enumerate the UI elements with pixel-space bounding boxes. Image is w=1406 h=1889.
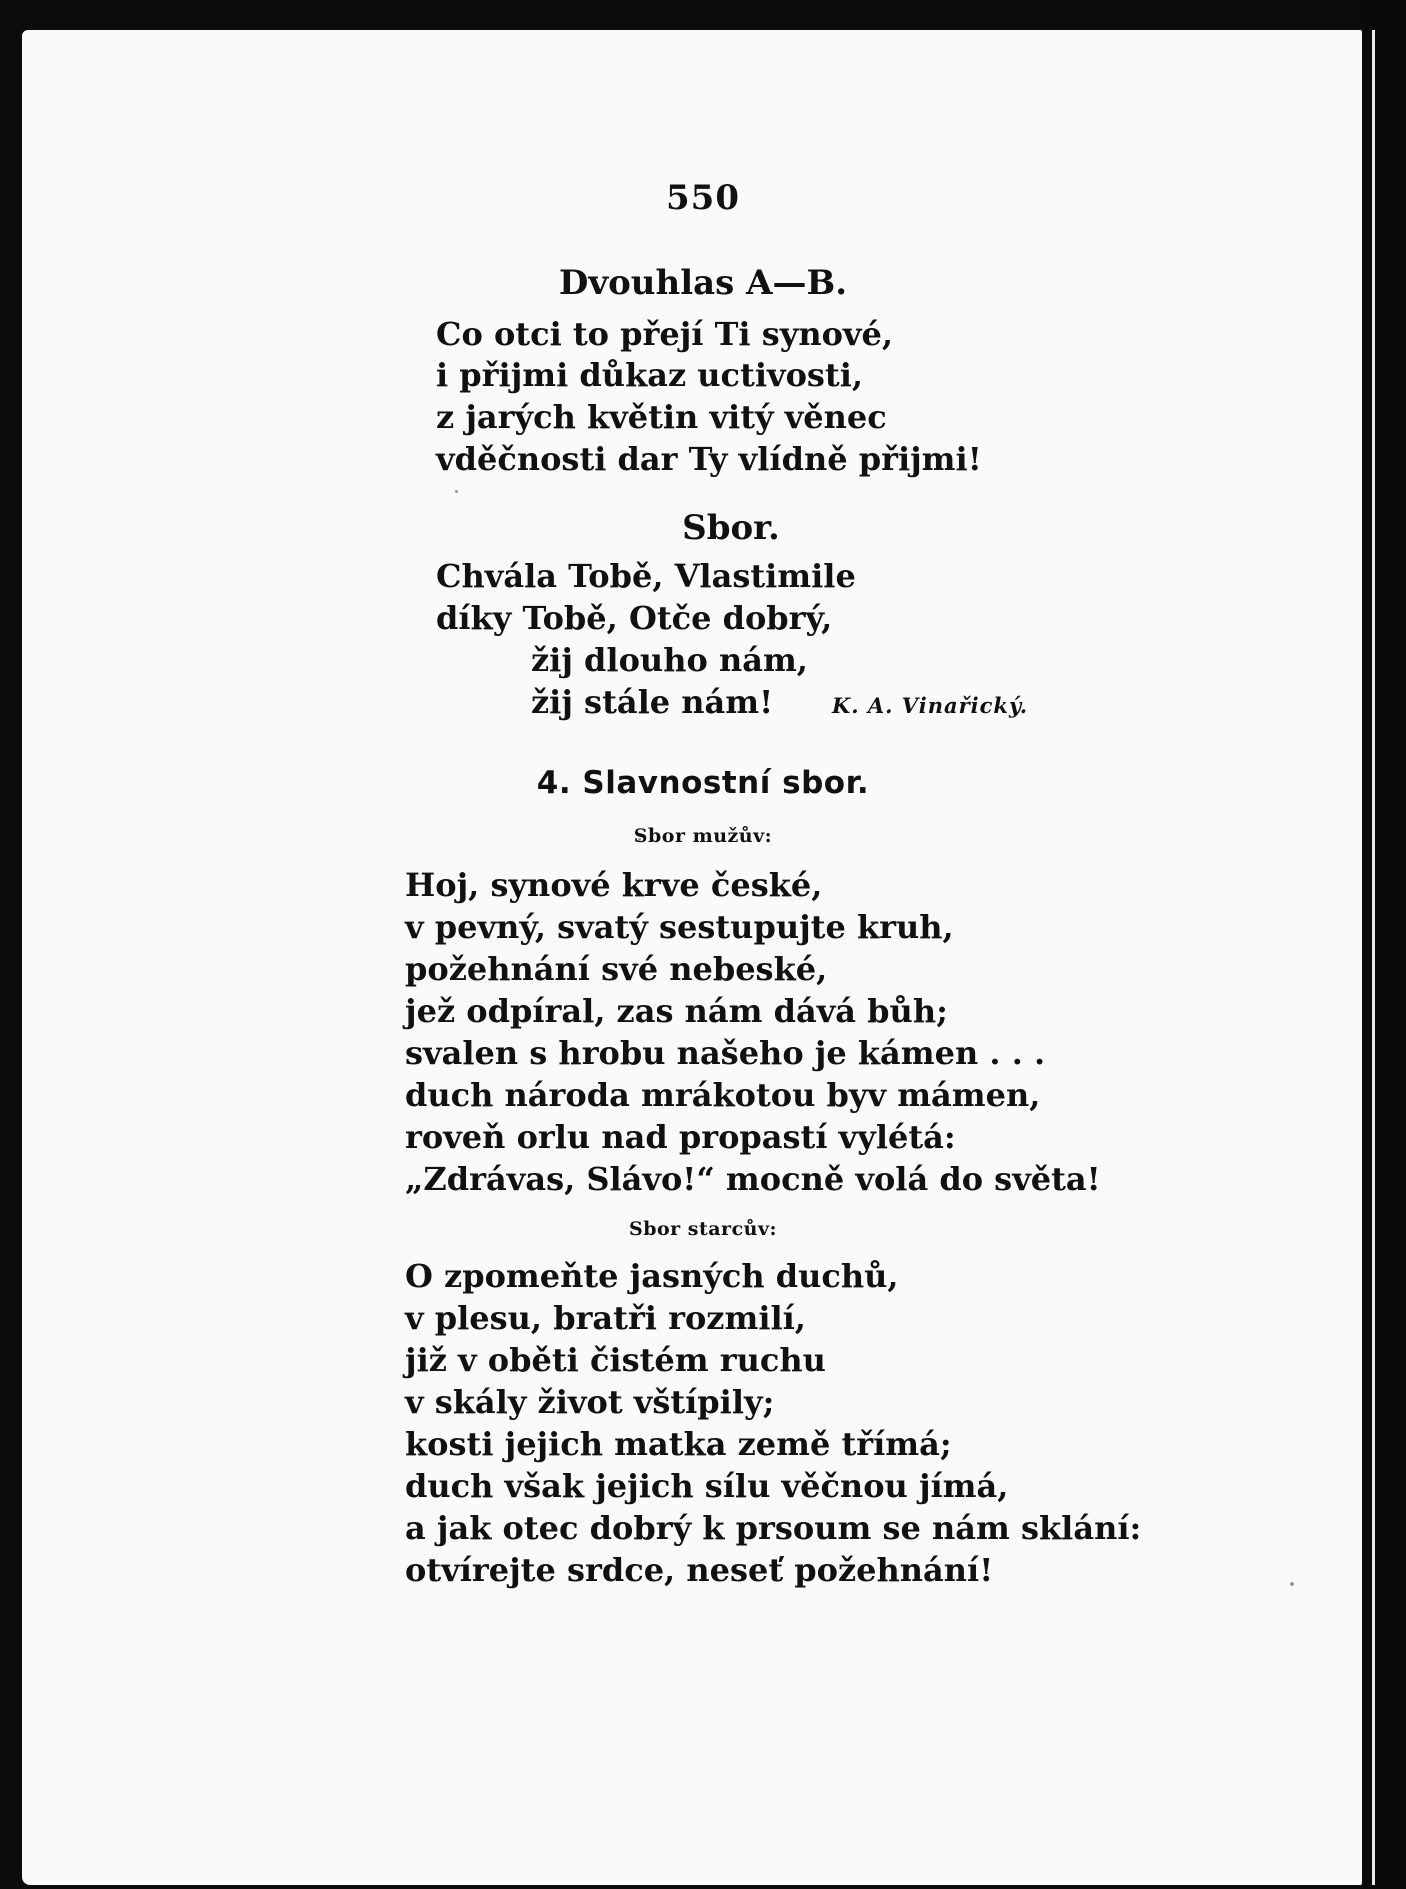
author-signature: K. A. Vinařický. — [832, 693, 1029, 718]
section-heading-sbor: Sbor. — [682, 508, 780, 548]
page-number: 550 — [666, 178, 740, 218]
section-heading-dvouhlas: Dvouhlas A—B. — [558, 263, 848, 303]
verse-line: žij dlouho nám, — [531, 641, 808, 679]
verse-line: svalen s hrobu našeho je kámen . . . — [405, 1034, 1046, 1072]
verse-line: Chvála Tobě, Vlastimile — [436, 557, 856, 595]
verse-line: vděčnosti dar Ty vlídně přijmi! — [436, 440, 982, 478]
verse-line: díky Tobě, Otče dobrý, — [436, 599, 833, 637]
scan-speck — [455, 490, 458, 493]
page-edge — [1372, 30, 1375, 1885]
scan-speck — [1290, 1582, 1294, 1586]
verse-line: žij stále nám! — [531, 683, 774, 721]
verse-line: „Zdrávas, Slávo!“ mocně volá do světa! — [405, 1160, 1101, 1198]
verse-line: v plesu, bratři rozmilí, — [405, 1299, 806, 1337]
verse-line: roveň orlu nad propastí vylétá: — [405, 1118, 956, 1156]
section-heading-slavnostni-sbor: 4. Slavnostní sbor. — [536, 765, 870, 801]
verse-line: duch národa mrákotou byv mámen, — [405, 1076, 1041, 1114]
verse-line: v skály život vštípily; — [405, 1383, 775, 1421]
verse-line: otvírejte srdce, neseť požehnání! — [405, 1551, 994, 1589]
part-label-muzu: Sbor mužův: — [633, 825, 773, 847]
verse-line: jež odpíral, zas nám dává bůh; — [405, 992, 948, 1030]
verse-line: již v oběti čistém ruchu — [405, 1341, 826, 1379]
verse-line: duch však jejich sílu věčnou jímá, — [405, 1467, 1009, 1505]
verse-line: Co otci to přejí Ti synové, — [436, 315, 894, 353]
verse-line: O zpomeňte jasných duchů, — [405, 1257, 899, 1295]
verse-line: požehnání své nebeské, — [405, 950, 828, 988]
verse-line: i přijmi důkaz uctivosti, — [436, 356, 863, 394]
verse-line: v pevný, svatý sestupujte kruh, — [405, 908, 954, 946]
verse-line: Hoj, synové krve české, — [405, 866, 823, 904]
part-label-starcu: Sbor starcův: — [628, 1218, 778, 1240]
verse-line: a jak otec dobrý k prsoum se nám sklání: — [405, 1509, 1142, 1547]
verse-line: kosti jejich matka země třímá; — [405, 1425, 952, 1463]
verse-line: z jarých květin vitý věnec — [436, 398, 887, 436]
